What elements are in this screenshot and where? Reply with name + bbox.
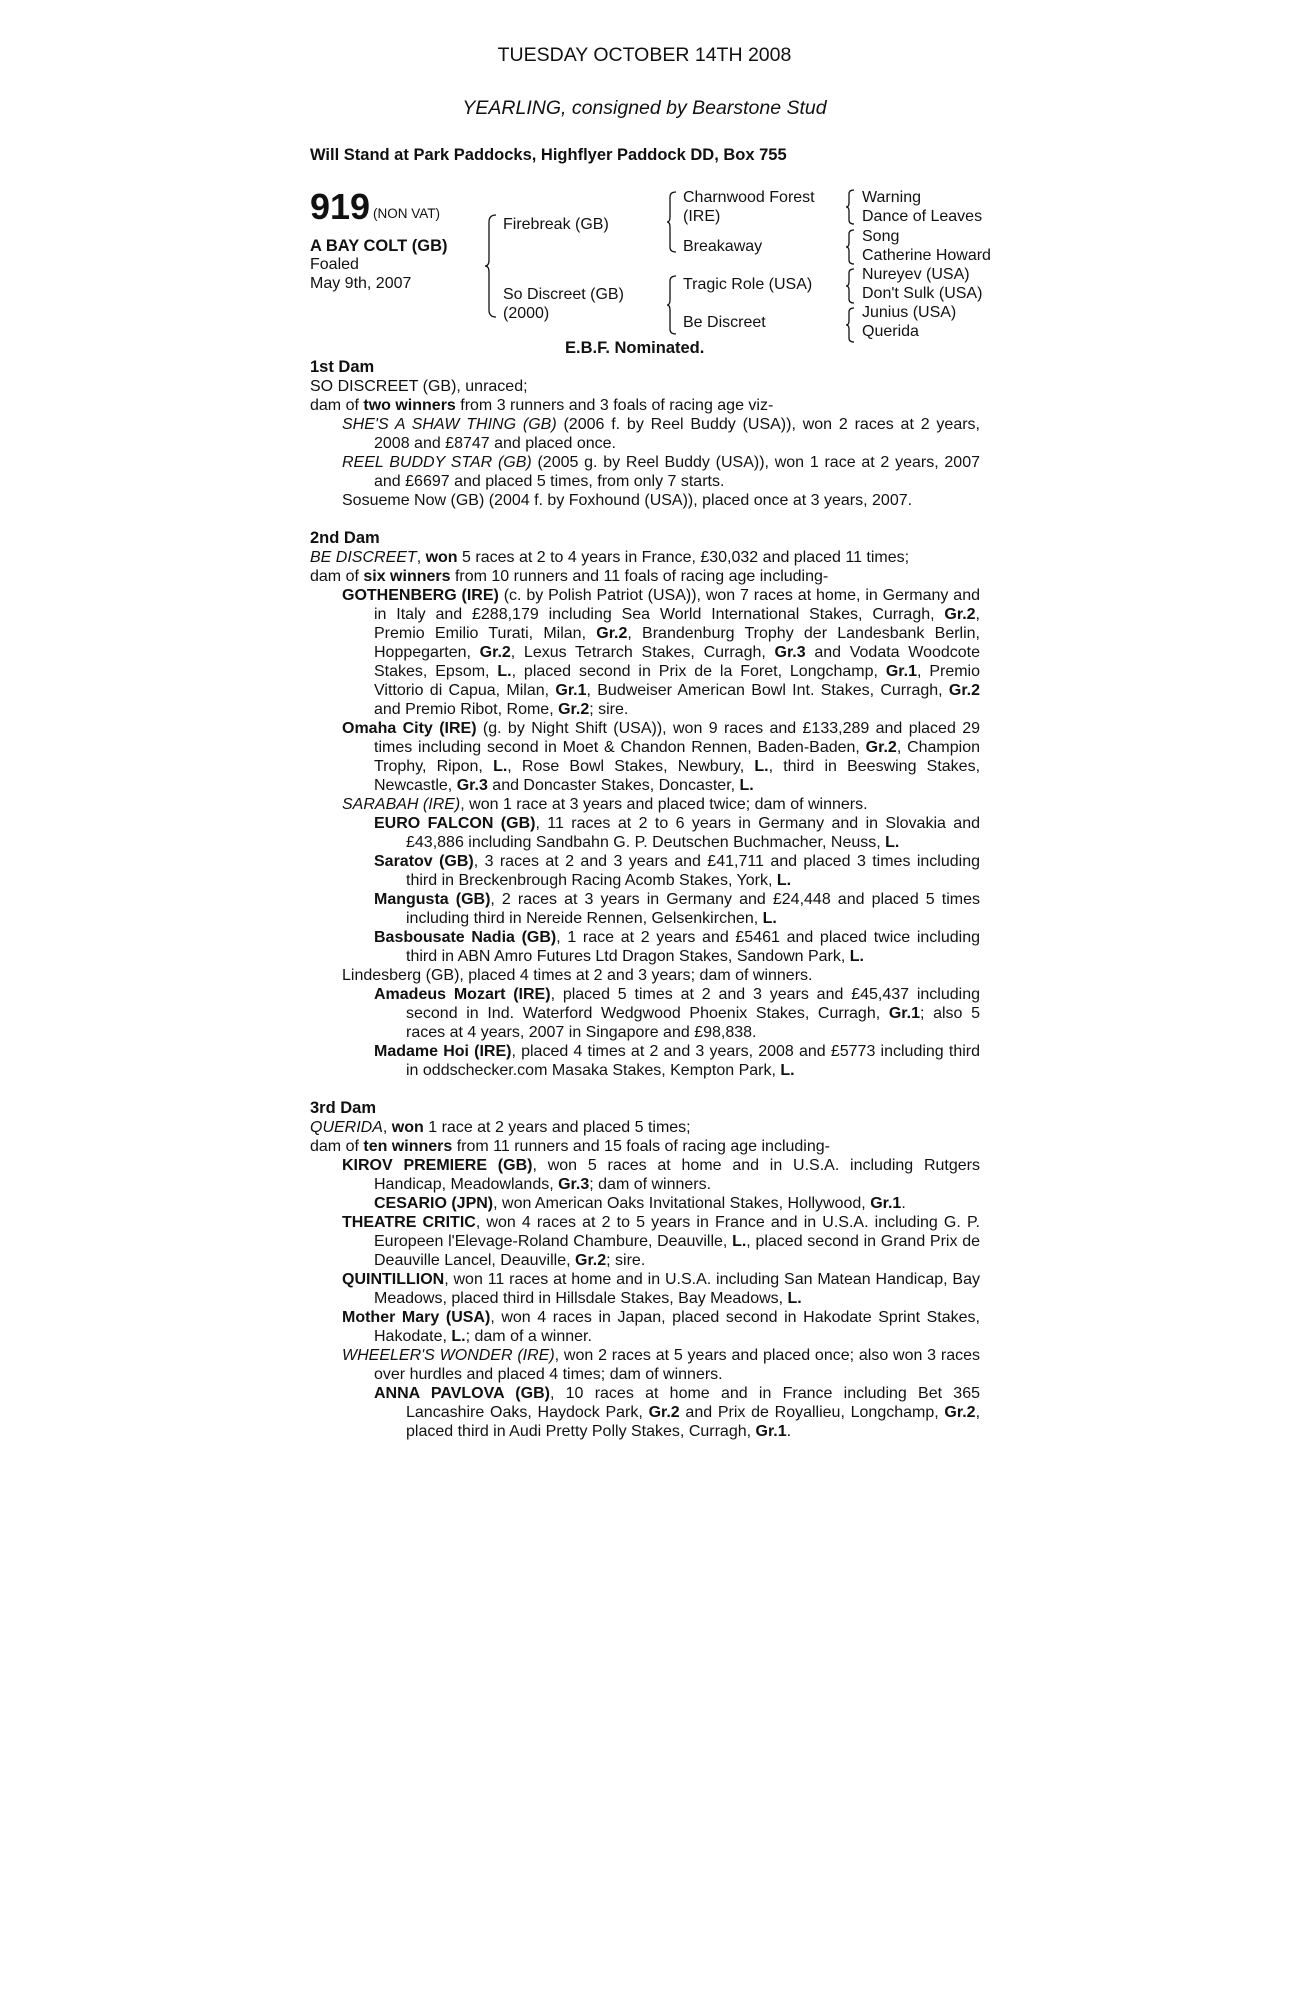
produce-entry: Basbousate Nadia (GB), 1 race at 2 years and £5461 and placed twice including third in ABN Amro Futures Ltd Dragon Stakes, Sandown Park, L. bbox=[374, 929, 981, 965]
produce-entry: Lindesberg (GB), placed 4 times at 2 and 3 years; dam of winners. bbox=[342, 967, 813, 984]
pedigree-dam-name: So Discreet (GB) bbox=[503, 286, 624, 303]
stand-location: Will Stand at Park Paddocks, Highflyer Paddock DD, Box 755 bbox=[310, 146, 787, 164]
produce-entry: SHE'S A SHAW THING (GB) (2006 f. by Reel Buddy (USA)), won 2 races at 2 years, 2008 and £8747 and placed once. bbox=[342, 416, 980, 452]
pedigree-sire-dam: Breakaway bbox=[683, 238, 763, 255]
pedigree-ss-name: Charnwood Forest bbox=[683, 189, 815, 206]
pedigree-brace-generation-1 bbox=[484, 214, 498, 318]
produce-entry: GOTHENBERG (IRE) (c. by Polish Patriot (USA)), won 7 races at home, in Germany and in Italy and £288,179 including Sea World International Stakes, Curragh, Gr.2, Premio Emilio Turati, Milan, Gr.2, Brandenburg Trophy der Landesbank Berlin, Hoppegarten, Gr.2, Lexus Tetrarch Stakes, Curragh, Gr.3 and Vodata Woodcote Stakes, Epsom, L., placed second in Prix de la Foret, Longchamp, Gr.1, Premio Vittorio di Capua, Milan, Gr.1, Budweiser American Bowl Int. Stakes, Curragh, Gr.2 and Premio Ribot, Rome, Gr.2; sire. bbox=[342, 587, 981, 718]
horse-name: A BAY COLT (GB) bbox=[310, 237, 448, 255]
pedigree-sds: Song bbox=[862, 228, 900, 245]
pedigree-dss: Nureyev (USA) bbox=[862, 266, 970, 283]
ebf-nominated: E.B.F. Nominated. bbox=[565, 339, 705, 357]
second-dam-heading: 2nd Dam bbox=[310, 529, 380, 547]
pedigree-dam-sire: Tragic Role (USA) bbox=[683, 276, 813, 293]
pedigree-notes bbox=[310, 358, 980, 1441]
produce-entry: REEL BUDDY STAR (GB) (2005 g. by Reel Buddy (USA)), won 1 race at 2 years, 2007 and £6697 and placed 5 times, from only 7 starts. bbox=[342, 454, 980, 490]
lot-number: 919 bbox=[310, 186, 371, 227]
vat-note: (NON VAT) bbox=[373, 206, 440, 221]
produce-entry: Saratov (GB), 3 races at 2 and 3 years and £41,711 and placed 3 times including third in Breckenbrough Racing Acomb Stakes, York, L. bbox=[374, 853, 980, 889]
foaled-date: May 9th, 2007 bbox=[310, 275, 412, 292]
third-dam-line: QUERIDA, won 1 race at 2 years and placed 5 times; bbox=[310, 1119, 691, 1136]
pedigree-ddd: Querida bbox=[862, 323, 919, 340]
produce-entry: Madame Hoi (IRE), placed 4 times at 2 and 3 years, 2008 and £5773 including third in oddschecker.com Masaka Stakes, Kempton Park, L. bbox=[374, 1043, 980, 1079]
pedigree-dam-year: (2000) bbox=[503, 305, 550, 322]
foaled-label: Foaled bbox=[310, 256, 359, 273]
produce-entry: Amadeus Mozart (IRE), placed 5 times at 2 and 3 years and £45,437 including second in Ind. Waterford Wedgwood Phoenix Stakes, Curragh, Gr.1; also 5 races at 4 years, 2007 in Singapore and £98,838. bbox=[374, 986, 981, 1041]
third-dam-produce-summary: dam of ten winners from 11 runners and 15 foals of racing age including- bbox=[310, 1138, 830, 1155]
second-dam-produce-summary: dam of six winners from 10 runners and 11 foals of racing age including- bbox=[310, 568, 829, 585]
pedigree-brace-sire bbox=[666, 191, 678, 253]
produce-entry: SARABAH (IRE), won 1 race at 3 years and placed twice; dam of winners. bbox=[342, 796, 868, 813]
pedigree-brace-dd bbox=[845, 307, 856, 343]
first-dam-produce-summary: dam of two winners from 3 runners and 3 foals of racing age viz- bbox=[310, 397, 774, 414]
produce-entry: ANNA PAVLOVA (GB), 10 races at home and in France including Bet 365 Lancashire Oaks, Haydock Park, Gr.2 and Prix de Royallieu, Longchamp, Gr.2, placed third in Audi Pretty Polly Stakes, Curragh, Gr.1. bbox=[374, 1385, 981, 1440]
produce-entry: THEATRE CRITIC, won 4 races at 2 to 5 years in France and in U.S.A. including G. P. Europeen l'Elevage-Roland Chambure, Deauville, L., placed second in Grand Prix de Deauville Lancel, Deauville, Gr.2; sire. bbox=[342, 1214, 980, 1269]
produce-entry: Omaha City (IRE) (g. by Night Shift (USA)), won 9 races and £133,289 and placed 29 times including second in Moet & Chandon Rennen, Baden-Baden, Gr.2, Champion Trophy, Ripon, L., Rose Bowl Stakes, Newbury, L., third in Beeswing Stakes, Newcastle, Gr.3 and Doncaster Stakes, Doncaster, L. bbox=[342, 720, 981, 794]
sale-date: TUESDAY OCTOBER 14TH 2008 bbox=[497, 44, 792, 66]
pedigree-brace-sd bbox=[845, 229, 856, 265]
produce-entry: QUINTILLION, won 11 races at home and in U.S.A. including San Matean Handicap, Bay Meadows, placed third in Hillsdale Stakes, Bay Meadows, L. bbox=[342, 1271, 980, 1307]
pedigree-brace-dam bbox=[666, 275, 678, 335]
pedigree-sire: Firebreak (GB) bbox=[503, 216, 609, 233]
pedigree-dds: Junius (USA) bbox=[862, 304, 957, 321]
produce-entry: Mother Mary (USA), won 4 races in Japan, placed second in Hakodate Sprint Stakes, Hakodate, L.; dam of a winner. bbox=[342, 1309, 980, 1345]
third-dam-heading: 3rd Dam bbox=[310, 1099, 377, 1117]
pedigree-ss-country: (IRE) bbox=[683, 208, 721, 225]
pedigree-dsd: Don't Sulk (USA) bbox=[862, 285, 983, 302]
second-dam-line: BE DISCREET, won 5 races at 2 to 4 years in France, £30,032 and placed 11 times; bbox=[310, 549, 910, 566]
pedigree-sdd: Catherine Howard bbox=[862, 247, 991, 264]
pedigree-ssd: Dance of Leaves bbox=[862, 208, 983, 225]
pedigree-dam-dam: Be Discreet bbox=[683, 314, 766, 331]
consignor-line: YEARLING, consigned by Bearstone Stud bbox=[462, 97, 827, 119]
pedigree-brace-ds bbox=[845, 268, 856, 304]
produce-entry: Sosueme Now (GB) (2004 f. by Foxhound (USA)), placed once at 3 years, 2007. bbox=[342, 492, 913, 509]
produce-entry: KIROV PREMIERE (GB), won 5 races at home and in U.S.A. including Rutgers Handicap, Meadowlands, Gr.3; dam of winners. bbox=[342, 1157, 981, 1193]
pedigree-sss: Warning bbox=[862, 189, 921, 206]
pedigree-sire-sire bbox=[683, 188, 815, 226]
pedigree-dam bbox=[503, 285, 624, 323]
first-dam-line: SO DISCREET (GB), unraced; bbox=[310, 378, 528, 395]
produce-entry: EURO FALCON (GB), 11 races at 2 to 6 years in Germany and in Slovakia and £43,886 including Sandbahn G. P. Deutschen Buchmacher, Neuss, L. bbox=[374, 815, 980, 851]
produce-entry: WHEELER'S WONDER (IRE), won 2 races at 5 years and placed once; also won 3 races over hurdles and placed 4 times; dam of winners. bbox=[342, 1347, 981, 1383]
first-dam-heading: 1st Dam bbox=[310, 358, 375, 376]
produce-entry: Mangusta (GB), 2 races at 3 years in Germany and £24,448 and placed 5 times including third in Nereide Rennen, Gelsenkirchen, L. bbox=[374, 891, 980, 927]
produce-entry: CESARIO (JPN), won American Oaks Invitational Stakes, Hollywood, Gr.1. bbox=[374, 1195, 906, 1212]
pedigree-brace-ss bbox=[845, 189, 856, 225]
